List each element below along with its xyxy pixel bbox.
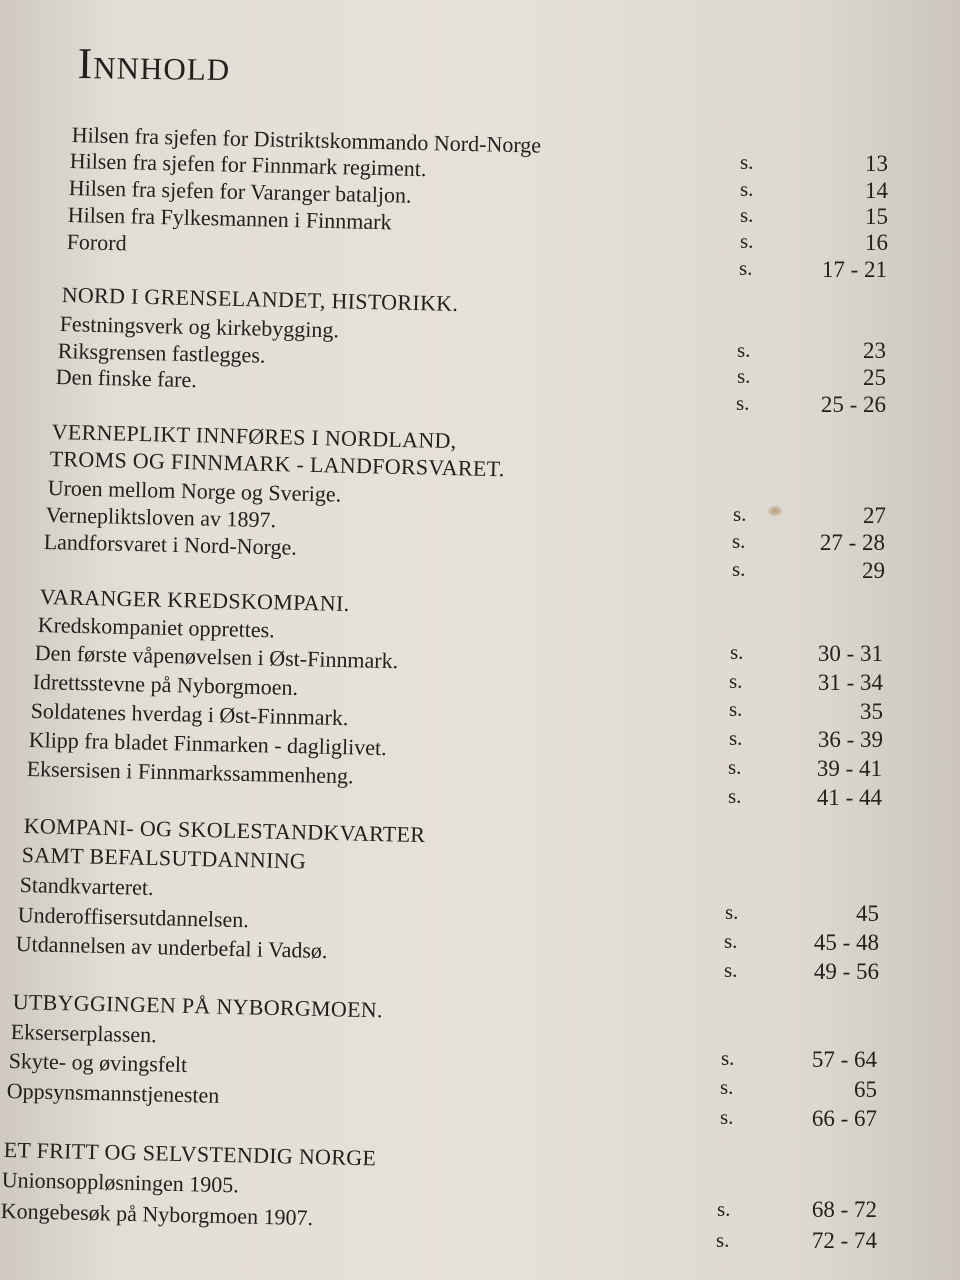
page-prefix: s. bbox=[725, 900, 739, 924]
page-number: 17 - 21 bbox=[821, 257, 887, 282]
toc-entry: Unionsoppløsningen 1905. bbox=[1, 1167, 240, 1198]
section-heading: UTBYGGINGEN PÅ NYBORGMOEN. bbox=[12, 989, 384, 1023]
page-prefix: s. bbox=[739, 256, 753, 280]
toc-entry: Hilsen fra sjefen for Distriktskommando Nord-Norge bbox=[71, 122, 542, 158]
page-prefix: s. bbox=[724, 958, 738, 982]
page-number: 27 - 28 bbox=[819, 530, 885, 555]
toc-entry: Idrettsstevne på Nyborgmoen. bbox=[32, 669, 299, 701]
page-number: 45 - 48 bbox=[813, 930, 879, 955]
toc-entry: Den første våpenøvelsen i Øst-Finnmark. bbox=[34, 640, 399, 674]
page-number: 45 bbox=[856, 901, 879, 926]
page-number: 68 - 72 bbox=[811, 1197, 877, 1222]
page-number: 25 - 26 bbox=[820, 392, 886, 417]
toc-entry: Utdannelsen av underbefal i Vadsø. bbox=[15, 931, 328, 964]
toc-entry: Riksgrensen fastlegges. bbox=[57, 338, 266, 368]
toc-entry: Kredskompaniet opprettes. bbox=[37, 612, 276, 643]
section-heading: VERNEPLIKT INNFØRES I NORDLAND, bbox=[51, 419, 457, 454]
toc-entry: Oppsynsmannstjenesten bbox=[6, 1078, 220, 1108]
page-prefix: s. bbox=[721, 1046, 735, 1070]
page-prefix: s. bbox=[717, 1197, 731, 1221]
page-prefix: s. bbox=[729, 669, 743, 693]
page-number: 41 - 44 bbox=[816, 785, 882, 810]
page-number: 13 bbox=[865, 151, 888, 176]
page-prefix: s. bbox=[737, 364, 751, 388]
page-prefix: s. bbox=[736, 391, 750, 415]
toc-entry: Eksersisen i Finnmarkssammenheng. bbox=[26, 756, 354, 789]
page-prefix: s. bbox=[740, 229, 754, 253]
section-heading: TROMS OG FINNMARK - LANDFORSVARET. bbox=[49, 446, 505, 482]
toc-entry: Festningsverk og kirkebygging. bbox=[59, 311, 340, 343]
toc-entry: Soldatenes hverdag i Øst-Finnmark. bbox=[30, 698, 349, 731]
page-prefix: s. bbox=[732, 557, 746, 581]
page-prefix: s. bbox=[732, 529, 746, 553]
page-number: 36 - 39 bbox=[817, 727, 883, 752]
toc-entry: Ekserserplassen. bbox=[10, 1019, 158, 1048]
toc-entry: Forord bbox=[66, 229, 127, 256]
toc-entry: Landforsvaret i Nord-Norge. bbox=[43, 529, 298, 560]
toc-entry: Hilsen fra sjefen for Finnmark regiment. bbox=[69, 148, 427, 182]
toc-entry: Vernepliktsloven av 1897. bbox=[45, 502, 277, 533]
page-prefix: s. bbox=[729, 697, 743, 721]
toc-entry: Skyte- og øvingsfelt bbox=[8, 1048, 188, 1078]
section-heading: KOMPANI- OG SKOLESTANDKVARTER bbox=[23, 813, 426, 848]
toc-entry: Uroen mellom Norge og Sverige. bbox=[47, 475, 342, 507]
page-prefix: s. bbox=[720, 1105, 734, 1129]
page-number: 15 bbox=[865, 204, 888, 229]
page-number: 16 bbox=[865, 230, 888, 255]
section-heading: VARANGER KREDSKOMPANI. bbox=[39, 584, 350, 617]
page-number: 49 - 56 bbox=[813, 959, 879, 984]
page-prefix: s. bbox=[730, 640, 744, 664]
page-number: 14 bbox=[865, 178, 888, 203]
page-prefix: s. bbox=[729, 726, 743, 750]
page-number: 39 - 41 bbox=[816, 756, 882, 781]
section-heading: SAMT BEFALSUTDANNING bbox=[21, 842, 307, 874]
page-number: 27 bbox=[863, 503, 886, 528]
page-number: 30 - 31 bbox=[817, 641, 883, 666]
page-number: 72 - 74 bbox=[811, 1228, 877, 1253]
page-number: 29 bbox=[862, 558, 885, 583]
page-number: 57 - 64 bbox=[811, 1047, 877, 1072]
toc-entry: Den finske fare. bbox=[55, 364, 198, 393]
page-prefix: s. bbox=[737, 338, 751, 362]
page-title: Innhold bbox=[77, 38, 231, 91]
page-number: 25 bbox=[863, 365, 886, 390]
toc-entry: Standkvarteret. bbox=[19, 872, 154, 901]
page-prefix: s. bbox=[728, 755, 742, 779]
page-prefix: s. bbox=[740, 203, 754, 227]
page-prefix: s. bbox=[728, 784, 742, 808]
page-prefix: s. bbox=[740, 177, 754, 201]
page-prefix: s. bbox=[724, 929, 738, 953]
page-prefix: s. bbox=[716, 1228, 730, 1252]
page-prefix: s. bbox=[720, 1075, 734, 1099]
page-number: 31 - 34 bbox=[817, 670, 883, 695]
toc-entry: Klipp fra bladet Finmarken - dagliglivet. bbox=[28, 727, 387, 761]
page-number: 65 bbox=[854, 1077, 877, 1102]
section-heading: ET FRITT OG SELVSTENDIG NORGE bbox=[3, 1137, 377, 1171]
section-heading: NORD I GRENSELANDET, HISTORIKK. bbox=[61, 282, 459, 316]
page-number: 66 - 67 bbox=[811, 1106, 877, 1131]
toc-entry: Hilsen fra sjefen for Varanger bataljon. bbox=[68, 175, 412, 208]
toc-entry: Kongebesøk på Nyborgmoen 1907. bbox=[0, 1198, 314, 1231]
page-number: 35 bbox=[860, 699, 883, 724]
toc-entry: Underoffisersutdannelsen. bbox=[17, 902, 250, 933]
toc-entry: Hilsen fra Fylkesmannen i Finnmark bbox=[67, 202, 392, 235]
page-number: 23 bbox=[863, 338, 886, 363]
page-prefix: s. bbox=[740, 150, 754, 174]
page-prefix: s. bbox=[733, 502, 747, 526]
